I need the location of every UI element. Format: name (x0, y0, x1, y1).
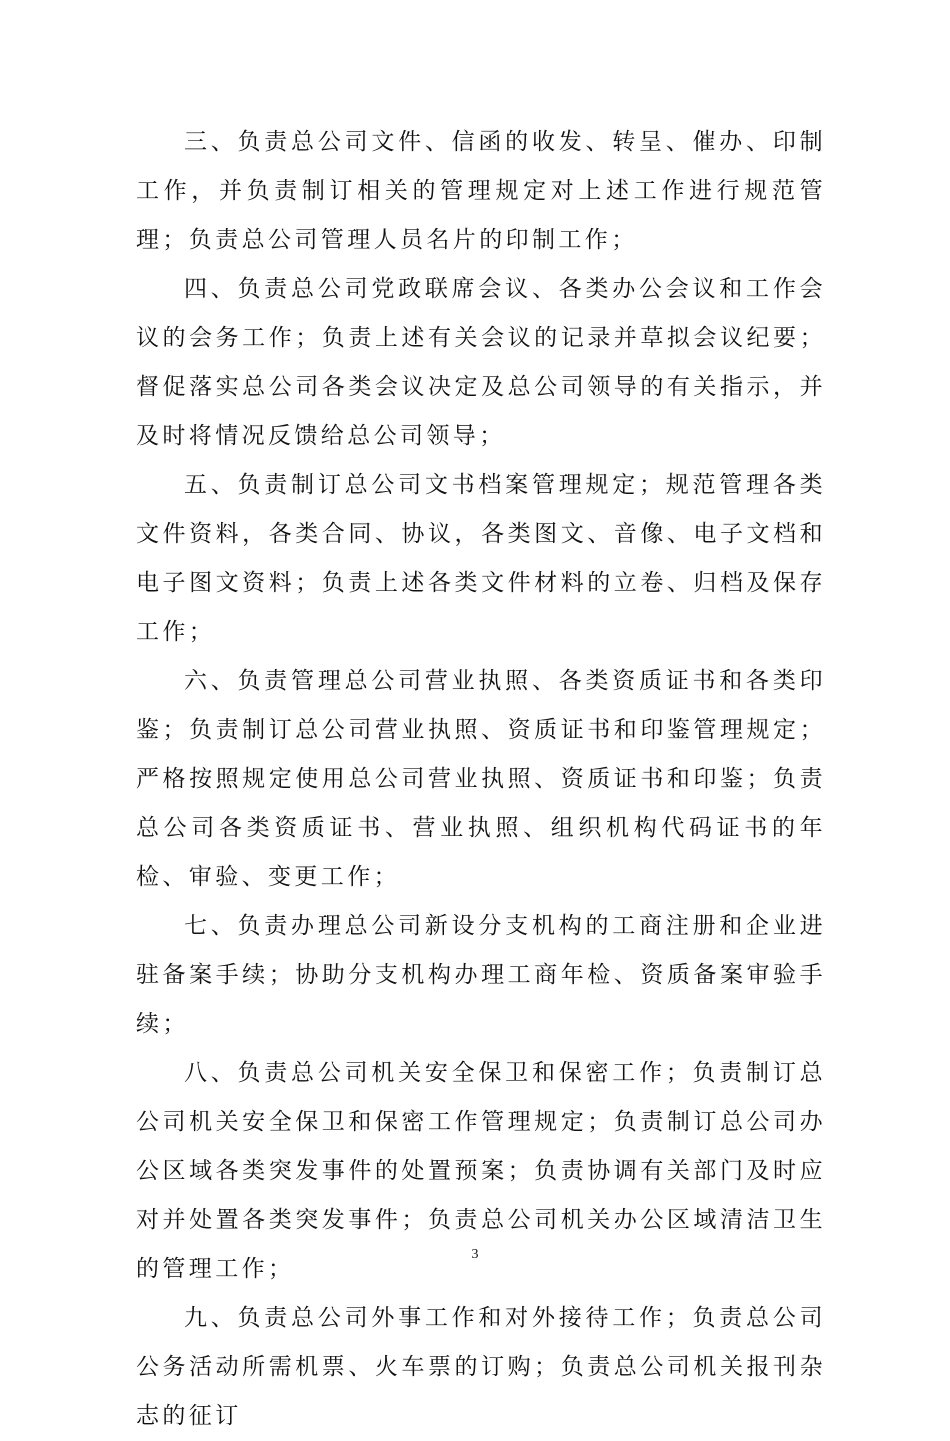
paragraph-5: 五、负责制订总公司文书档案管理规定；规范管理各类文件资料，各类合同、协议，各类图文、音像、电子文档和电子图文资料；负责上述各类文件材料的立卷、归档及保存工作； (136, 472, 826, 645)
paragraph-9: 九、负责总公司外事工作和对外接待工作；负责总公司公务活动所需机票、火车票的订购；负责总公司机关报刊杂志的征订 (136, 1305, 826, 1429)
paragraph-3: 三、负责总公司文件、信函的收发、转呈、催办、印制工作，并负责制订相关的管理规定对上述工作进行规范管理；负责总公司管理人员名片的印制工作； (136, 129, 826, 253)
paragraph-8: 八、负责总公司机关安全保卫和保密工作；负责制订总公司机关安全保卫和保密工作管理规定；负责制订总公司办公区域各类突发事件的处置预案；负责协调有关部门及时应对并处置各类突发事件；负责总公司机关办公区域清洁卫生的管理工作； (136, 1060, 826, 1282)
paragraph-6: 六、负责管理总公司营业执照、各类资质证书和各类印鉴；负责制订总公司营业执照、资质证书和印鉴管理规定；严格按照规定使用总公司营业执照、资质证书和印鉴；负责总公司各类资质证书、营业执照、组织机构代码证书的年检、审验、变更工作； (136, 668, 826, 890)
paragraph-7: 七、负责办理总公司新设分支机构的工商注册和企业进驻备案手续；协助分支机构办理工商年检、资质备案审验手续； (136, 913, 826, 1037)
document-body (136, 118, 826, 1441)
paragraph-4: 四、负责总公司党政联席会议、各类办公会议和工作会议的会务工作；负责上述有关会议的记录并草拟会议纪要；督促落实总公司各类会议决定及总公司领导的有关指示，并及时将情况反馈给总公司领导； (136, 276, 826, 449)
page-number: 3 (471, 1247, 479, 1262)
